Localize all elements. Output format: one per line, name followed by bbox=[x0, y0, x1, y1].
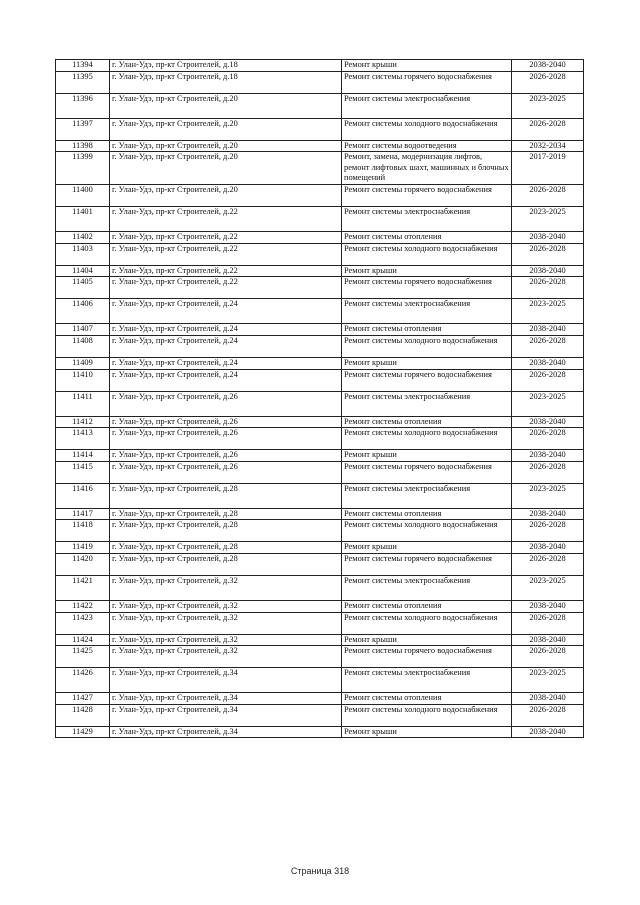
table-row bbox=[56, 369, 584, 391]
row-number-cell: 11424 bbox=[56, 634, 110, 646]
period-cell: 2026-2028 bbox=[512, 71, 584, 93]
row-number-cell: 11397 bbox=[56, 118, 110, 140]
address-cell: г. Улан-Удэ, пр-кт Строителей, д.34 bbox=[110, 726, 342, 738]
work-type-cell: Ремонт системы холодного водоснабжения bbox=[342, 335, 512, 357]
address-cell: г. Улан-Удэ, пр-кт Строителей, д.32 bbox=[110, 612, 342, 634]
work-type-cell: Ремонт системы отопления bbox=[342, 232, 512, 244]
period-cell: 2038-2040 bbox=[512, 450, 584, 462]
address-cell: г. Улан-Удэ, пр-кт Строителей, д.20 bbox=[110, 93, 342, 118]
address-cell: г. Улан-Удэ, пр-кт Строителей, д.24 bbox=[110, 324, 342, 336]
table-row bbox=[56, 185, 584, 207]
table-row bbox=[56, 668, 584, 693]
table-row bbox=[56, 704, 584, 726]
address-cell: г. Улан-Удэ, пр-кт Строителей, д.28 bbox=[110, 542, 342, 554]
row-number-cell: 11396 bbox=[56, 93, 110, 118]
address-cell: г. Улан-Удэ, пр-кт Строителей, д.32 bbox=[110, 575, 342, 600]
period-cell: 2026-2028 bbox=[512, 277, 584, 299]
row-number-cell: 11410 bbox=[56, 369, 110, 391]
table-row bbox=[56, 71, 584, 93]
row-number-cell: 11411 bbox=[56, 391, 110, 416]
row-number-cell: 11401 bbox=[56, 207, 110, 232]
address-cell: г. Улан-Удэ, пр-кт Строителей, д.22 bbox=[110, 207, 342, 232]
period-cell: 2026-2028 bbox=[512, 118, 584, 140]
table-row bbox=[56, 335, 584, 357]
address-cell: г. Улан-Удэ, пр-кт Строителей, д.24 bbox=[110, 357, 342, 369]
page-number: Страница 318 bbox=[290, 866, 350, 876]
table-row bbox=[56, 553, 584, 575]
row-number-cell: 11412 bbox=[56, 416, 110, 428]
table-row bbox=[56, 357, 584, 369]
address-cell: г. Улан-Удэ, пр-кт Строителей, д.20 bbox=[110, 185, 342, 207]
address-cell: г. Улан-Удэ, пр-кт Строителей, д.26 bbox=[110, 391, 342, 416]
period-cell: 2023-2025 bbox=[512, 93, 584, 118]
address-cell: г. Улан-Удэ, пр-кт Строителей, д.18 bbox=[110, 60, 342, 72]
work-type-cell: Ремонт системы холодного водоснабжения bbox=[342, 612, 512, 634]
row-number-cell: 11425 bbox=[56, 646, 110, 668]
period-cell: 2023-2025 bbox=[512, 668, 584, 693]
table-row bbox=[56, 646, 584, 668]
period-cell: 2023-2025 bbox=[512, 575, 584, 600]
work-type-cell: Ремонт системы холодного водоснабжения bbox=[342, 520, 512, 542]
row-number-cell: 11406 bbox=[56, 299, 110, 324]
table-row bbox=[56, 152, 584, 185]
work-type-cell: Ремонт системы холодного водоснабжения bbox=[342, 704, 512, 726]
address-cell: г. Улан-Удэ, пр-кт Строителей, д.22 bbox=[110, 232, 342, 244]
table-row bbox=[56, 483, 584, 508]
table-row bbox=[56, 140, 584, 152]
work-type-cell: Ремонт системы горячего водоснабжения bbox=[342, 277, 512, 299]
row-number-cell: 11398 bbox=[56, 140, 110, 152]
address-cell: г. Улан-Удэ, пр-кт Строителей, д.26 bbox=[110, 428, 342, 450]
row-number-cell: 11405 bbox=[56, 277, 110, 299]
repair-schedule-table bbox=[55, 59, 584, 738]
period-cell: 2038-2040 bbox=[512, 600, 584, 612]
period-cell: 2026-2028 bbox=[512, 553, 584, 575]
row-number-cell: 11400 bbox=[56, 185, 110, 207]
address-cell: г. Улан-Удэ, пр-кт Строителей, д.32 bbox=[110, 634, 342, 646]
table-row bbox=[56, 324, 584, 336]
work-type-cell: Ремонт системы горячего водоснабжения bbox=[342, 369, 512, 391]
work-type-cell: Ремонт системы отопления bbox=[342, 693, 512, 705]
row-number-cell: 11399 bbox=[56, 152, 110, 185]
repair-schedule-body bbox=[56, 60, 584, 738]
row-number-cell: 11409 bbox=[56, 357, 110, 369]
table-row bbox=[56, 232, 584, 244]
table-row bbox=[56, 575, 584, 600]
work-type-cell: Ремонт системы электроснабжения bbox=[342, 207, 512, 232]
work-type-cell: Ремонт крыши bbox=[342, 542, 512, 554]
address-cell: г. Улан-Удэ, пр-кт Строителей, д.32 bbox=[110, 600, 342, 612]
work-type-cell: Ремонт системы холодного водоснабжения bbox=[342, 118, 512, 140]
table-row bbox=[56, 207, 584, 232]
table-row bbox=[56, 508, 584, 520]
address-cell: г. Улан-Удэ, пр-кт Строителей, д.34 bbox=[110, 668, 342, 693]
address-cell: г. Улан-Удэ, пр-кт Строителей, д.34 bbox=[110, 693, 342, 705]
work-type-cell: Ремонт системы электроснабжения bbox=[342, 93, 512, 118]
address-cell: г. Улан-Удэ, пр-кт Строителей, д.22 bbox=[110, 243, 342, 265]
period-cell: 2026-2028 bbox=[512, 461, 584, 483]
table-row bbox=[56, 461, 584, 483]
table-row bbox=[56, 416, 584, 428]
period-cell: 2038-2040 bbox=[512, 542, 584, 554]
row-number-cell: 11395 bbox=[56, 71, 110, 93]
period-cell: 2038-2040 bbox=[512, 324, 584, 336]
work-type-cell: Ремонт системы водоотведения bbox=[342, 140, 512, 152]
period-cell: 2026-2028 bbox=[512, 520, 584, 542]
table-row bbox=[56, 542, 584, 554]
period-cell: 2023-2025 bbox=[512, 391, 584, 416]
address-cell: г. Улан-Удэ, пр-кт Строителей, д.28 bbox=[110, 508, 342, 520]
period-cell: 2038-2040 bbox=[512, 357, 584, 369]
period-cell: 2038-2040 bbox=[512, 232, 584, 244]
work-type-cell: Ремонт крыши bbox=[342, 726, 512, 738]
address-cell: г. Улан-Удэ, пр-кт Строителей, д.24 bbox=[110, 369, 342, 391]
row-number-cell: 11403 bbox=[56, 243, 110, 265]
work-type-cell: Ремонт крыши bbox=[342, 634, 512, 646]
period-cell: 2023-2025 bbox=[512, 207, 584, 232]
period-cell: 2026-2028 bbox=[512, 335, 584, 357]
table-row bbox=[56, 391, 584, 416]
row-number-cell: 11404 bbox=[56, 265, 110, 277]
row-number-cell: 11422 bbox=[56, 600, 110, 612]
period-cell: 2023-2025 bbox=[512, 483, 584, 508]
row-number-cell: 11402 bbox=[56, 232, 110, 244]
table-row bbox=[56, 93, 584, 118]
work-type-cell: Ремонт системы горячего водоснабжения bbox=[342, 646, 512, 668]
period-cell: 2032-2034 bbox=[512, 140, 584, 152]
table-row bbox=[56, 277, 584, 299]
work-type-cell: Ремонт крыши bbox=[342, 265, 512, 277]
period-cell: 2026-2028 bbox=[512, 612, 584, 634]
row-number-cell: 11429 bbox=[56, 726, 110, 738]
work-type-cell: Ремонт системы холодного водоснабжения bbox=[342, 243, 512, 265]
row-number-cell: 11421 bbox=[56, 575, 110, 600]
work-type-cell: Ремонт системы горячего водоснабжения bbox=[342, 185, 512, 207]
work-type-cell: Ремонт системы электроснабжения bbox=[342, 575, 512, 600]
table-row bbox=[56, 118, 584, 140]
table-row bbox=[56, 450, 584, 462]
period-cell: 2023-2025 bbox=[512, 299, 584, 324]
address-cell: г. Улан-Удэ, пр-кт Строителей, д.24 bbox=[110, 335, 342, 357]
period-cell: 2038-2040 bbox=[512, 726, 584, 738]
table-row bbox=[56, 726, 584, 738]
row-number-cell: 11428 bbox=[56, 704, 110, 726]
row-number-cell: 11426 bbox=[56, 668, 110, 693]
address-cell: г. Улан-Удэ, пр-кт Строителей, д.18 bbox=[110, 71, 342, 93]
work-type-cell: Ремонт крыши bbox=[342, 450, 512, 462]
table-row bbox=[56, 243, 584, 265]
table-row bbox=[56, 634, 584, 646]
address-cell: г. Улан-Удэ, пр-кт Строителей, д.20 bbox=[110, 118, 342, 140]
table-row bbox=[56, 299, 584, 324]
work-type-cell: Ремонт системы электроснабжения bbox=[342, 299, 512, 324]
row-number-cell: 11417 bbox=[56, 508, 110, 520]
period-cell: 2038-2040 bbox=[512, 60, 584, 72]
table-row bbox=[56, 265, 584, 277]
table-row bbox=[56, 600, 584, 612]
row-number-cell: 11427 bbox=[56, 693, 110, 705]
table-row bbox=[56, 60, 584, 72]
row-number-cell: 11413 bbox=[56, 428, 110, 450]
address-cell: г. Улан-Удэ, пр-кт Строителей, д.26 bbox=[110, 416, 342, 428]
work-type-cell: Ремонт системы электроснабжения bbox=[342, 668, 512, 693]
row-number-cell: 11407 bbox=[56, 324, 110, 336]
work-type-cell: Ремонт системы электроснабжения bbox=[342, 391, 512, 416]
period-cell: 2026-2028 bbox=[512, 185, 584, 207]
row-number-cell: 11415 bbox=[56, 461, 110, 483]
address-cell: г. Улан-Удэ, пр-кт Строителей, д.20 bbox=[110, 152, 342, 185]
work-type-cell: Ремонт системы горячего водоснабжения bbox=[342, 71, 512, 93]
row-number-cell: 11419 bbox=[56, 542, 110, 554]
address-cell: г. Улан-Удэ, пр-кт Строителей, д.28 bbox=[110, 483, 342, 508]
period-cell: 2026-2028 bbox=[512, 646, 584, 668]
address-cell: г. Улан-Удэ, пр-кт Строителей, д.32 bbox=[110, 646, 342, 668]
row-number-cell: 11418 bbox=[56, 520, 110, 542]
table-row bbox=[56, 428, 584, 450]
address-cell: г. Улан-Удэ, пр-кт Строителей, д.34 bbox=[110, 704, 342, 726]
address-cell: г. Улан-Удэ, пр-кт Строителей, д.22 bbox=[110, 277, 342, 299]
work-type-cell: Ремонт системы горячего водоснабжения bbox=[342, 553, 512, 575]
table-row bbox=[56, 520, 584, 542]
row-number-cell: 11423 bbox=[56, 612, 110, 634]
period-cell: 2017-2019 bbox=[512, 152, 584, 185]
address-cell: г. Улан-Удэ, пр-кт Строителей, д.20 bbox=[110, 140, 342, 152]
row-number-cell: 11420 bbox=[56, 553, 110, 575]
address-cell: г. Улан-Удэ, пр-кт Строителей, д.24 bbox=[110, 299, 342, 324]
work-type-cell: Ремонт, замена, модернизация лифтов, ремонт лифтовых шахт, машинных и блочных помещений bbox=[342, 152, 512, 185]
work-type-cell: Ремонт системы горячего водоснабжения bbox=[342, 461, 512, 483]
period-cell: 2038-2040 bbox=[512, 508, 584, 520]
address-cell: г. Улан-Удэ, пр-кт Строителей, д.28 bbox=[110, 553, 342, 575]
address-cell: г. Улан-Удэ, пр-кт Строителей, д.26 bbox=[110, 450, 342, 462]
work-type-cell: Ремонт системы отопления bbox=[342, 508, 512, 520]
address-cell: г. Улан-Удэ, пр-кт Строителей, д.28 bbox=[110, 520, 342, 542]
period-cell: 2026-2028 bbox=[512, 428, 584, 450]
row-number-cell: 11408 bbox=[56, 335, 110, 357]
period-cell: 2026-2028 bbox=[512, 243, 584, 265]
period-cell: 2038-2040 bbox=[512, 693, 584, 705]
row-number-cell: 11394 bbox=[56, 60, 110, 72]
period-cell: 2038-2040 bbox=[512, 634, 584, 646]
period-cell: 2026-2028 bbox=[512, 704, 584, 726]
work-type-cell: Ремонт системы отопления bbox=[342, 600, 512, 612]
period-cell: 2038-2040 bbox=[512, 416, 584, 428]
row-number-cell: 11416 bbox=[56, 483, 110, 508]
address-cell: г. Улан-Удэ, пр-кт Строителей, д.26 bbox=[110, 461, 342, 483]
table-row bbox=[56, 693, 584, 705]
work-type-cell: Ремонт системы отопления bbox=[342, 416, 512, 428]
work-type-cell: Ремонт крыши bbox=[342, 60, 512, 72]
row-number-cell: 11414 bbox=[56, 450, 110, 462]
work-type-cell: Ремонт системы электроснабжения bbox=[342, 483, 512, 508]
address-cell: г. Улан-Удэ, пр-кт Строителей, д.22 bbox=[110, 265, 342, 277]
period-cell: 2038-2040 bbox=[512, 265, 584, 277]
period-cell: 2026-2028 bbox=[512, 369, 584, 391]
work-type-cell: Ремонт системы холодного водоснабжения bbox=[342, 428, 512, 450]
table-row bbox=[56, 612, 584, 634]
work-type-cell: Ремонт системы отопления bbox=[342, 324, 512, 336]
work-type-cell: Ремонт крыши bbox=[342, 357, 512, 369]
